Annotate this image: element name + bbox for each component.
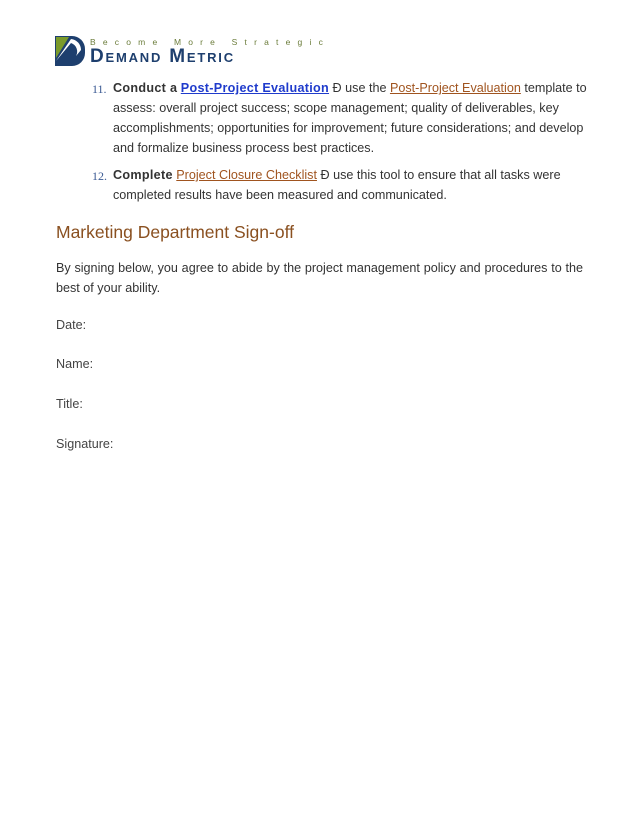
logo-brand-name: Demand Metric [90,46,235,67]
post-project-evaluation-link[interactable]: Post-Project Evaluation [180,81,330,95]
step-number: 12. [92,169,107,183]
project-closure-checklist-link[interactable]: Project Closure Checklist [176,168,317,182]
demand-metric-logo-icon [55,36,85,66]
post-project-evaluation-template-link[interactable]: Post-Project Evaluation [389,81,521,95]
step-list [92,78,587,212]
logo-tagline: Become More Strategic [90,37,331,47]
name-field-label: Name: [56,357,94,371]
step-11 [92,78,587,158]
signoff-intro: By signing below, you agree to abide by the project management policy and procedures to the best of your ability. [56,261,583,295]
title-field-label: Title: [56,397,83,411]
step-lead: Complete [113,168,173,182]
date-field-label: Date: [56,318,87,332]
step-text: Ð use this tool to ensure that all tasks were completed results have been measured and communicated. [113,168,561,202]
section-title: Marketing Department Sign-off [56,222,294,242]
step-text-continued: template to assess: overall project success; scope management; quality of deliverables, key accomplishments; opportunities for improvement; future considerations; and develop and formalize business process best practices. [113,81,587,155]
step-lead: Conduct a [113,81,178,95]
step-number: 11. [92,82,107,96]
step-text: Ð use the [332,81,387,95]
signature-field-label: Signature: [56,437,114,451]
demand-metric-logo [55,34,331,68]
step-12 [92,165,587,205]
